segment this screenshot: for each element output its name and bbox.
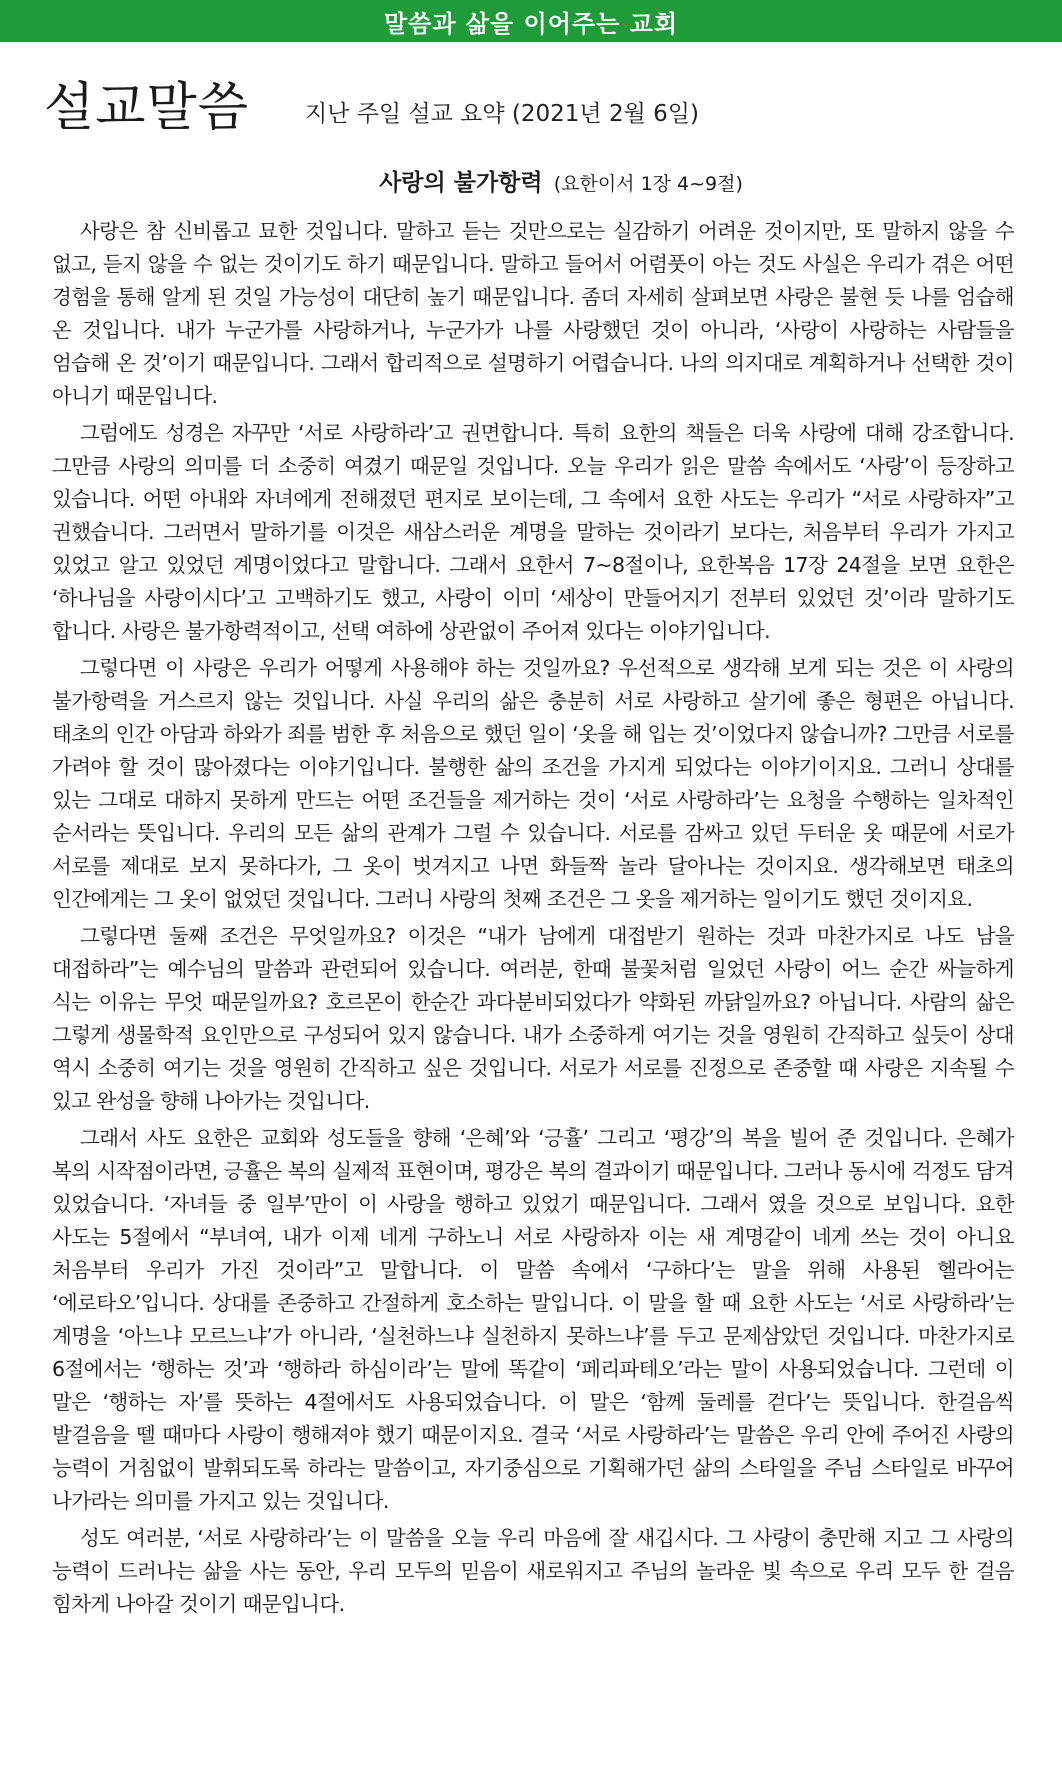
sermon-body: [0, 215, 1062, 1621]
section-title: 설교말씀: [44, 78, 249, 138]
sermon-title-row: [0, 164, 1062, 197]
sermon-reference: (요한이서 1장 4~9절): [553, 173, 743, 195]
sermon-paragraph: 그렇다면 이 사랑은 우리가 어떻게 사용해야 하는 것일까요? 우선적으로 생각해 보게 되는 것은 이 사랑의 불가항력을 거스르지 않는 것입니다. 사실 우리의 삶은 충분히 서로 사랑하고 살기에 좋은 형편은 아닙니다. 태초의 인간 아담과 하와가 죄를 범한 후 처음으로 했던 일이 ‘옷을 해 입는 것’이었다지 않습니까? 그만큼 서로를 가려야 할 것이 많아졌다는 이야기입니다. 불행한 삶의 조건을 가지게 되었다는 이야기이지요. 그러니 상대를 있는 그대로 대하지 못하게 만드는 어떤 조건들을 제거하는 것이 ‘서로 사랑하라’는 요청을 수행하는 일차적인 순서라는 뜻입니다. 우리의 모든 삶의 관계가 그럴 수 있습니다. 서로를 감싸고 있던 두터운 옷 때문에 서로가 서로를 제대로 보지 못하다가, 그 옷이 벗겨지고 나면 화들짝 놀라 달아나는 것이지요. 생각해보면 태초의 인간에게는 그 옷이 없었던 것입니다. 그러니 사랑의 첫째 조건은 그 옷을 제거하는 일이기도 했던 것이지요.: [52, 656, 1014, 911]
header-subtitle: 지난 주일 설교 요약 (2021년 2월 6일): [304, 101, 699, 127]
sermon-title: 사랑의 불가항력: [379, 170, 543, 196]
sermon-paragraph: 그렇다면 둘째 조건은 무엇일까요? 이것은 “내가 남에게 대접받기 원하는 것과 마찬가지로 나도 남을 대접하라”는 예수님의 말씀과 관련되어 있습니다. 여러분, 한때 불꽃처럼 일었던 사랑이 어느 순간 싸늘하게 식는 이유는 무엇 때문일까요? 호르몬이 한순간 과다분비되었다가 약화된 까닭일까요? 아닙니다. 사람의 삶은 그렇게 생물학적 요인만으로 구성되어 있지 않습니다. 내가 소중하게 여기는 것을 영원히 간직하고 싶듯이 상대 역시 소중히 여기는 것을 영원히 간직하고 싶은 것입니다. 서로가 서로를 진정으로 존중할 때 사랑은 지속될 수 있고 완성을 향해 나아가는 것입니다.: [52, 924, 1014, 1113]
sermon-paragraph: 성도 여러분, ‘서로 사랑하라’는 이 말씀을 오늘 우리 마음에 잘 새깁시다. 그 사랑이 충만해 지고 그 사랑의 능력이 드러나는 삶을 사는 동안, 우리 모두의 믿음이 새로워지고 주님의 놀라운 빛 속으로 우리 모두 한 걸음 힘차게 나아갈 것이기 때문입니다.: [52, 1526, 1014, 1616]
sermon-paragraph: 그래서 사도 요한은 교회와 성도들을 향해 ‘은혜’와 ‘긍휼’ 그리고 ‘평강’의 복을 빌어 준 것입니다. 은혜가 복의 시작점이라면, 긍휼은 복의 실제적 표현이며, 평강은 복의 결과이기 때문입니다. 그러나 동시에 걱정도 담겨 있었습니다. ‘자녀들 중 일부’만이 이 사랑을 행하고 있었기 때문입니다. 그래서 였을 것으로 보입니다. 요한 사도는 5절에서 “부녀여, 내가 이제 네게 구하노니 서로 사랑하자 이는 새 계명같이 네게 쓰는 것이 아니요 처음부터 우리가 가진 것이라”고 말합니다. 이 말씀 속에서 ‘구하다’는 말을 위해 사용된 헬라어는 ‘에로타오’입니다. 상대를 존중하고 간절하게 호소하는 말입니다. 이 말을 할 때 요한 사도는 ‘서로 사랑하라’는 계명을 ‘아느냐 모르느냐’가 아니라, ‘실천하느냐 실천하지 못하느냐’를 두고 문제삼았던 것입니다. 마찬가지로 6절에서는 ‘행하는 것’과 ‘행하라 하심이라’는 말에 똑같이 ‘페리파테오’라는 말이 사용되었습니다. 그런데 이 말은 ‘행하는 자’를 뜻하는 4절에서도 사용되었습니다. 이 말은 ‘함께 둘레를 걷다’는 뜻입니다. 한걸음씩 발걸음을 뗄 때마다 사랑이 행해져야 했기 때문이지요. 결국 ‘서로 사랑하라’는 말씀은 우리 안에 주어진 사랑의 능력이 거침없이 발휘되도록 하라는 말씀이고, 자기중심으로 기획해가던 삶의 스타일을 주님 스타일로 바꾸어 나가라는 의미를 가지고 있는 것입니다.: [52, 1126, 1014, 1513]
page-header: [0, 42, 1062, 138]
banner-text: 말씀과 삶을 이어주는 교회: [383, 9, 679, 38]
top-banner: [0, 0, 1062, 42]
sermon-paragraph: 그럼에도 성경은 자꾸만 ‘서로 사랑하라’고 권면합니다. 특히 요한의 책들은 더욱 사랑에 대해 강조합니다. 그만큼 사랑의 의미를 더 소중히 여겼기 때문일 것입니다. 오늘 우리가 읽은 말씀 속에서도 ‘사랑’이 등장하고 있습니다. 어떤 아내와 자녀에게 전해졌던 편지로 보이는데, 그 속에서 요한 사도는 우리가 “서로 사랑하자”고 권했습니다. 그러면서 말하기를 이것은 새삼스러운 계명을 말하는 것이라기 보다는, 처음부터 우리가 가지고 있었고 알고 있었던 계명이었다고 말합니다. 그래서 요한서 7~8절이나, 요한복음 17장 24절을 보면 요한은 ‘하나님을 사랑이시다’고 고백하기도 했고, 사랑이 이미 ‘세상이 만들어지기 전부터 있었던 것’이라 말하기도 합니다. 사랑은 불가항력적이고, 선택 여하에 상관없이 주어져 있다는 이야기입니다.: [52, 421, 1014, 643]
sermon-paragraph: 사랑은 참 신비롭고 묘한 것입니다. 말하고 듣는 것만으로는 실감하기 어려운 것이지만, 또 말하지 않을 수 없고, 듣지 않을 수 없는 것이기도 하기 때문입니다. 말하고 들어서 어렴풋이 아는 것도 사실은 우리가 겪은 어떤 경험을 통해 알게 된 것일 가능성이 대단히 높기 때문입니다. 좀더 자세히 살펴보면 사랑은 불현 듯 나를 엄습해 온 것입니다. 내가 누군가를 사랑하거나, 누군가가 나를 사랑했던 것이 아니라, ‘사랑이 사랑하는 사람들을 엄습해 온 것’이기 때문입니다. 그래서 합리적으로 설명하기 어렵습니다. 나의 의지대로 계획하거나 선택한 것이 아니기 때문입니다.: [52, 219, 1014, 408]
